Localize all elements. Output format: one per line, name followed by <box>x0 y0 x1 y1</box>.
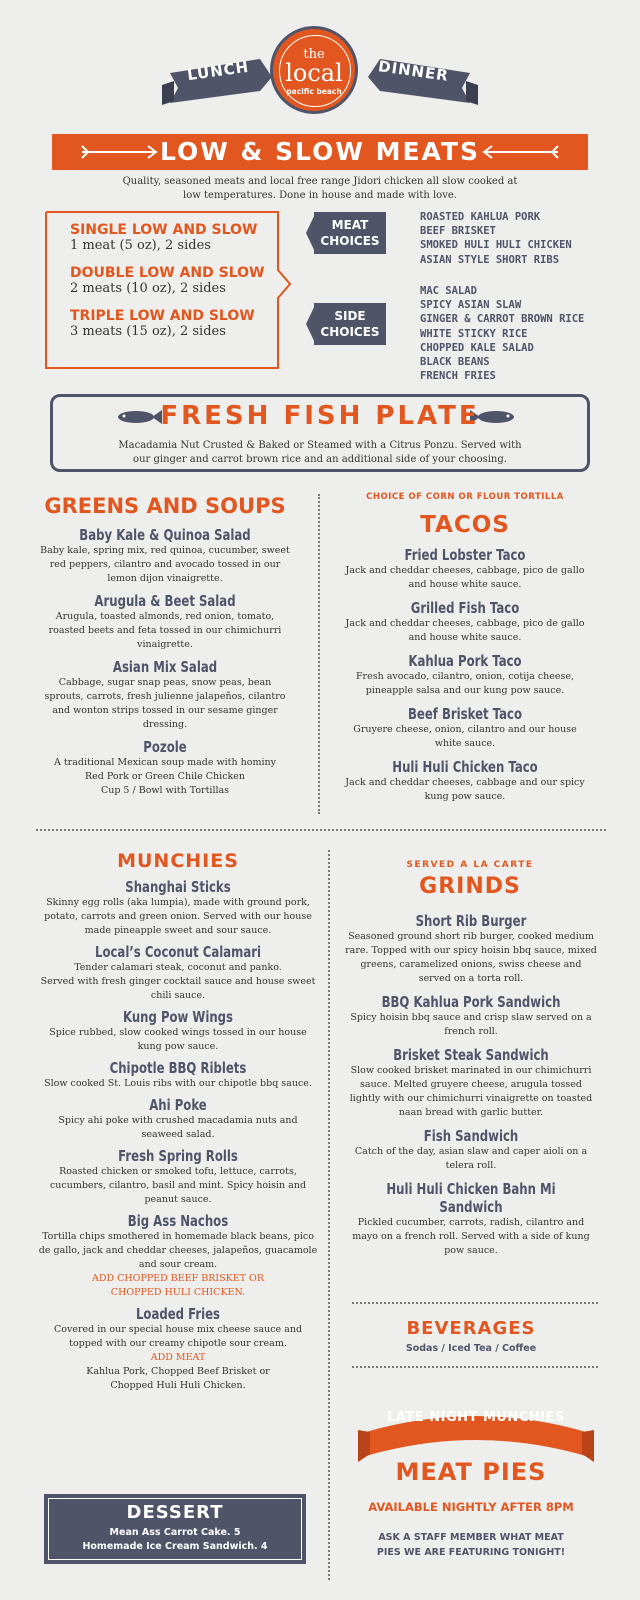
list-item: BLACK BEANS <box>420 356 490 369</box>
list-item: CHOPPED KALE SALAD <box>420 341 534 354</box>
column-divider <box>328 850 330 1580</box>
list-item: SMOKED HULI HULI CHICKEN <box>420 239 572 252</box>
menu-item: Brisket Steak Sandwich Slow cooked brisket marinated in our chimichurri sauce. Melted gruyere cheese, arugula tossed lightly with our chimichurri vinaigrette on toasted naan bread with garlic butter. <box>349 1046 593 1118</box>
menu-item: Chipotle BBQ Riblets Slow cooked St. Louis ribs with our chipotle bbq sauce. <box>44 1059 312 1089</box>
arrow-left-icon <box>480 144 560 160</box>
list-item: FRENCH FRIES <box>420 370 496 383</box>
option-triple: TRIPLE LOW AND SLOW 3 meats (15 oz), 2 sides <box>70 308 255 339</box>
tacos-title: TACOS <box>420 512 510 538</box>
beverages-divider <box>352 1366 598 1368</box>
menu-item: Fish Sandwich Catch of the day, asian slaw and caper aioli on a telera roll. <box>354 1127 588 1171</box>
list-item: SPICY ASIAN SLAW <box>420 299 522 312</box>
late-night-banner <box>356 1392 596 1462</box>
list-item: GINGER & CARROT BROWN RICE <box>420 313 585 326</box>
late-ask: ASK A STAFF MEMBER WHAT MEAT PIES WE ARE FEATURING TONIGHT! <box>376 1532 566 1558</box>
list-item: WHITE STICKY RICE <box>420 327 528 340</box>
menu-item: Short Rib Burger Seasoned ground short rib burger, cooked medium rare. Topped with our spicy hoisin bbq sauce, mixed greens, caramelized onions, swiss cheese and served on a torta roll. <box>345 912 597 984</box>
dessert-item: Homemade Ice Cream Sandwich. 4 <box>82 1541 268 1552</box>
late-night-banner-label: LATE NIGHT MUNCHIES <box>387 1410 565 1425</box>
menu-item: Huli Huli Chicken Taco Jack and cheddar cheeses, cabbage and our spicy kung pow sauce. <box>345 758 585 802</box>
grinds-list <box>340 912 602 1264</box>
menu-item: Ahi Poke Spicy ahi poke with crushed macadamia nuts and seaweed salad. <box>58 1096 298 1140</box>
lunch-label: LUNCH <box>186 57 251 85</box>
meats-desc: Quality, seasoned meats and local free range Jidori chicken all slow cooked at low temperatures. Done in house and made with love. <box>122 176 518 201</box>
grinds-arc-label: SERVED A LA CARTE <box>406 860 534 870</box>
menu-item: Fried Lobster Taco Jack and cheddar cheeses, cabbage, pico de gallo and house white sauce. <box>345 546 585 590</box>
menu-item: Fresh Spring Rolls Roasted chicken or smoked tofu, lettuce, carrots, cucumbers, cilantro, basil and mint. Spicy hoisin and peanut sauce. <box>49 1147 307 1205</box>
fish-title: FRESH FISH PLATE <box>160 401 480 431</box>
menu-item: Big Ass Nachos Tortilla chips smothered in homemade black beans, pico de gallo, jack and cheddar cheeses, jalapeños, guacamole and sour cream. ADD CHOPPED BEEF BRISKET OR CHOPPED HULI CHICKEN. <box>38 1212 318 1298</box>
dessert-item: Mean Ass Carrot Cake. 5 <box>109 1527 241 1538</box>
menu-item: Baby Kale & Quinoa Salad Baby kale, spring mix, red quinoa, cucumber, sweet red peppers, cilantro and avocado tossed in our lemon dijon vinaigrette. <box>40 526 290 584</box>
meat-pies-title: MEAT PIES <box>395 1458 547 1486</box>
menu-item: Grilled Fish Taco Jack and cheddar cheeses, cabbage, pico de gallo and house white sauce. <box>345 599 585 643</box>
list-item: ROASTED KAHLUA PORK <box>420 211 541 223</box>
menu-item: Pozole A traditional Mexican soup made with hominy Red Pork or Green Chile Chicken Cup 5 / Bowl with Tortillas <box>53 738 276 796</box>
section-divider <box>36 829 606 831</box>
fish-desc: Macadamia Nut Crusted & Baked or Steamed with a Citrus Ponzu. Served with our ginger and carrot brown rice and an additional side of your choosing. <box>118 440 522 465</box>
list-item: ASIAN STYLE SHORT RIBS <box>420 253 560 266</box>
arrow-right-icon <box>80 144 160 160</box>
menu-item: Loaded Fries Covered in our special house mix cheese sauce and topped with our creamy chipotle sour cream. ADD MEAT Kahlua Pork, Chopped Beef Brisket or Chopped Huli Huli Chicken. <box>53 1305 303 1391</box>
menu-item: Beef Brisket Taco Gruyere cheese, onion, cilantro and our house white sauce. <box>353 705 577 749</box>
list-item: MAC SALAD <box>420 285 477 297</box>
menu-item: BBQ Kahlua Pork Sandwich Spicy hoisin bbq sauce and crisp slaw served on a french roll. <box>350 993 592 1037</box>
menu-item: Local’s Coconut Calamari Tender calamari steak, coconut and panko. Served with fresh ginger cocktail sauce and house sweet chili sauce. <box>40 943 316 1001</box>
beverages-line: Sodas / Iced Tea / Coffee <box>405 1343 537 1354</box>
side-choices-tag: SIDE CHOICES <box>314 303 386 345</box>
logo: the local pacific beach <box>270 26 358 114</box>
munchies-title: MUNCHIES <box>117 850 239 872</box>
tacos-arc-label: CHOICE OF CORN OR FLOUR TORTILLA <box>366 492 564 502</box>
tacos-list <box>338 546 592 810</box>
menu-item: Asian Mix Salad Cabbage, sugar snap peas, snow peas, bean sprouts, carrots, fresh julienne jalapeños, cilantro and wonton strips tossed in our sesame ginger dressing. <box>44 658 286 730</box>
greens-list <box>30 526 300 804</box>
meat-choices-list <box>420 210 572 267</box>
meat-choices-tag: MEAT CHOICES <box>314 212 386 254</box>
late-avail: AVAILABLE NIGHTLY AFTER 8PM <box>368 1500 574 1514</box>
dessert-box <box>44 1494 306 1564</box>
grinds-title: GRINDS <box>419 874 521 899</box>
dinner-label: DINNER <box>377 57 450 85</box>
meats-title: LOW & SLOW MEATS <box>159 137 481 166</box>
option-double: DOUBLE LOW AND SLOW 2 meats (10 oz), 2 sides <box>70 265 265 296</box>
beverages-divider <box>352 1302 598 1304</box>
menu-item: Kahlua Pork Taco Fresh avocado, cilantro, onion, cotija cheese, pineapple salsa and our kung pow sauce. <box>355 652 575 696</box>
options-list <box>70 222 280 339</box>
menu-item: Huli Huli Chicken Bahn Mi Sandwich Pickled cucumber, carrots, radish, cilantro and mayo on a french roll. Served with a side of kung pow sauce. <box>352 1180 590 1256</box>
munchies-list <box>30 878 326 1399</box>
header <box>0 0 640 120</box>
menu-item: Arugula & Beet Salad Arugula, toasted almonds, red onion, tomato, roasted beets and feta tossed in our chimichurri vinaigrette. <box>48 592 282 650</box>
column-divider <box>318 494 320 814</box>
side-choices-list <box>420 284 584 383</box>
greens-title: GREENS AND SOUPS <box>44 494 286 518</box>
dessert-title: DESSERT <box>126 1502 224 1523</box>
list-item: BEEF BRISKET <box>420 225 496 238</box>
menu-item: Kung Pow Wings Spice rubbed, slow cooked wings tossed in our house kung pow sauce. <box>49 1008 307 1052</box>
beverages-title: BEVERAGES <box>406 1318 536 1339</box>
option-single: SINGLE LOW AND SLOW 1 meat (5 oz), 2 sides <box>70 222 258 253</box>
menu-item: Shanghai Sticks Skinny egg rolls (aka lumpia), made with ground pork, potato, carrots and green onion. Served with our house made pineapple sweet and sour sauce. <box>44 878 312 936</box>
